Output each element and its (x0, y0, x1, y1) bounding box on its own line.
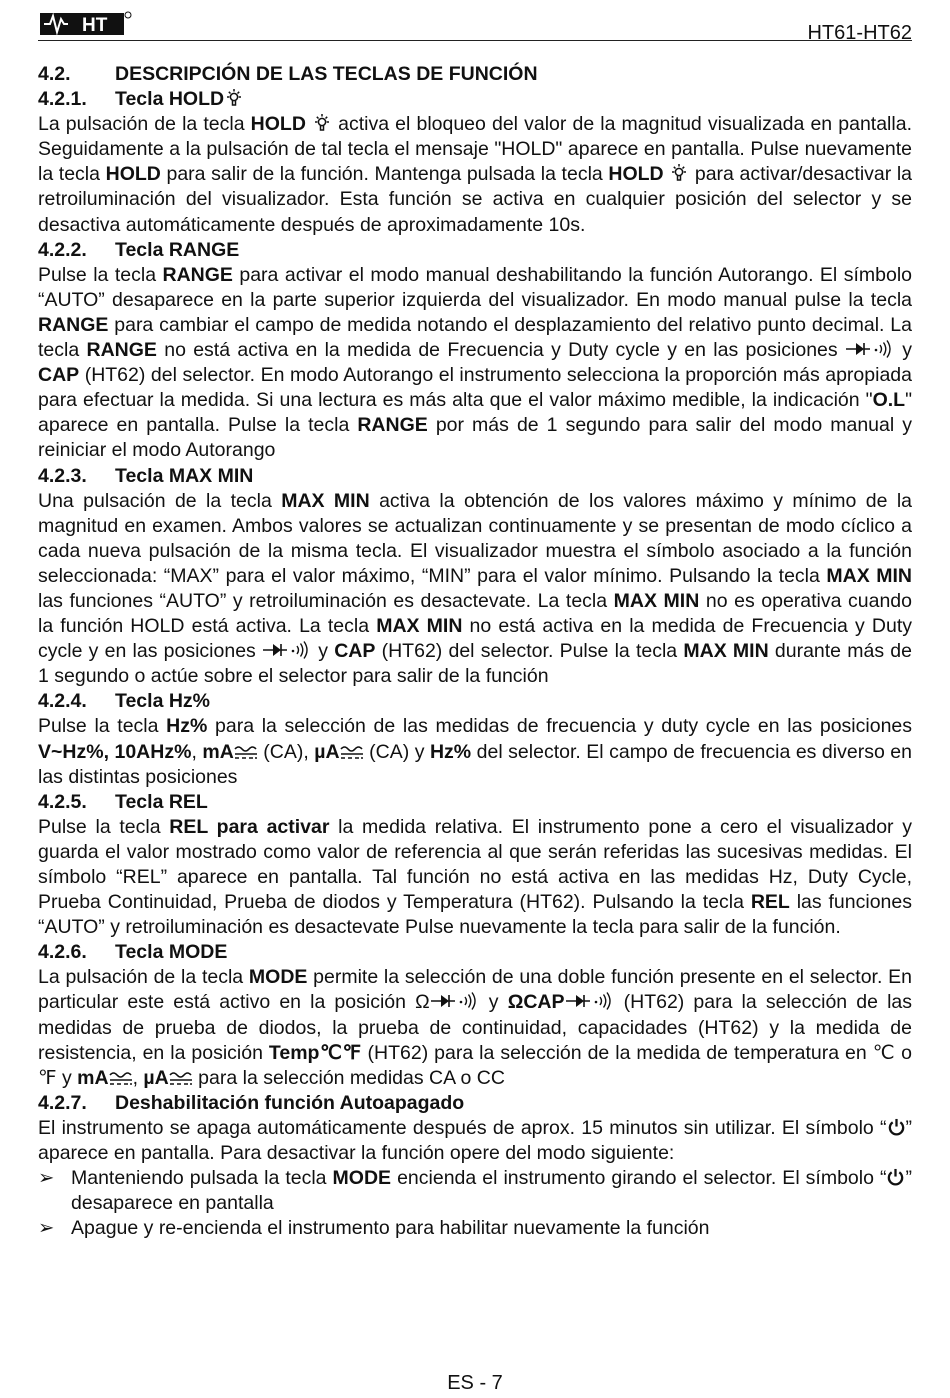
ac-dc-icon (234, 745, 258, 761)
backlight-bulb-icon (312, 113, 332, 133)
subsection-heading-rel: 4.2.5. Tecla REL (38, 790, 208, 813)
ht-logo (38, 10, 134, 38)
svg-text:HT: HT (82, 15, 108, 36)
backlight-bulb-icon (669, 163, 689, 183)
subsection-heading-mode: 4.2.6. Tecla MODE (38, 941, 228, 964)
subsection-heading-maxmin: 4.2.3. Tecla MAX MIN (38, 464, 254, 487)
subsection-heading-autooff: 4.2.7. Deshabilitación función Autoapagado (38, 1091, 465, 1114)
document-id: HT61-HT62 (807, 22, 912, 44)
paragraph-rel: Pulse la tecla REL para activar la medida relativa. El instrumento pone a cero el visualizador y guarda el valor mostrado como valor de referencia al que serán referidas las sucesivas medidas. El símbolo “REL” aparece en pantalla. Tal función no está activa en las medidas Hz, Duty Cycle, Prueba Continuidad, Prueba de diodos y Temperatura (HT62). Pulsando la tecla REL las funciones “AUTO” y retroiluminación es desactevate Pulse nuevamente la tecla para salir de la función. (38, 815, 912, 939)
diode-continuity-icon (565, 991, 615, 1011)
ac-dc-icon (340, 745, 364, 761)
diode-continuity-icon (262, 640, 312, 660)
paragraph-mode: La pulsación de la tecla MODE permite la selección de una doble función presente en el selector. En particular este está activo en la posición Ω y ΩCAP (HT62) para la selección de las medidas de prueba de diodos, la prueba de continuidad, capacidades (HT62) y la medida de resistencia, en la posición Temp℃℉ (HT62) para la selección de la medida de temperatura en ℃ o ℉ y mA , µA para la selección medidas CA o CC (38, 966, 913, 1089)
bullet-arrow-icon: ➢ (38, 1167, 55, 1190)
diode-continuity-icon (845, 339, 895, 359)
paragraph-maxmin: Una pulsación de la tecla MAX MIN activa la obtención de los valores máximo y mínimo de la magnitud en examen. Ambos valores se actualizan continuamente y se presentan de modo cíclico a cada nueva pulsación de la misma tecla. El visualizador muestra el símbolo asociado a la función seleccionada: “MAX” para el valor máximo, “MIN” para el valor mínimo. Pulsando la tecla MAX MIN las funciones “AUTO” y retroiluminación es desactevate. La tecla MAX MIN no es operativa cuando la función HOLD está activa. La tecla MAX MIN no está activa en la medida de Frecuencia y Duty cycle y en las posiciones y CAP (HT62) del selector. Pulse la tecla MAX MIN durante más de 1 segundo o actúe sobre el selector para salir de la función (38, 489, 913, 688)
paragraph-hold: La pulsación de la tecla HOLD activa el bloqueo del valor de la magnitud visualizada en pantalla. Seguidamente a la pulsación de tal tecla el mensaje "HOLD" aparece en pantalla. Pulse nuevamente la tecla HOLD para salir de la función. Mantenga pulsada la tecla HOLD para activar/desactivar la retroiluminación del visualizador. Esta función se activa en cualquier posición del selector y se desactiva automáticamente después de aproximadamente 10s. (38, 113, 913, 236)
paragraph-autooff: El instrumento se apaga automáticamente después de aprox. 15 minutos sin utilizar. El símbolo “ ” aparece en pantalla. Para desactivar la función opere del modo siguiente: (38, 1116, 912, 1165)
section-heading: 4.2. DESCRIPCIÓN DE LAS TECLAS DE FUNCIÓN (38, 63, 538, 85)
page-header (38, 8, 912, 44)
auto-power-off-icon (886, 1168, 905, 1187)
paragraph-range: Pulse la tecla RANGE para activar el modo manual deshabilitando la función Autorango. El símbolo “AUTO” desaparece en la parte superior izquierda del visualizador. En modo manual pulse la tecla RANGE para cambiar el campo de medida notando el desplazamiento del relativo punto decimal. La tecla RANGE no está activa en la medida de Frecuencia y Duty cycle y en las posiciones y CAP (HT62) del selector. En modo Autorango el instrumento selecciona la proporción más apropiada para efectuar la medida. Si una lectura es más alta que el valor máximo medible, la indicación "O.L" aparece en pantalla. Pulse la tecla RANGE por más de 1 segundo para salir del modo manual y reiniciar el modo Autorango (38, 263, 913, 462)
document-body (38, 62, 912, 1241)
list-item: ➢ Apague y re-encienda el instrumento para habilitar nuevamente la función (38, 1216, 912, 1241)
subsection-heading-hz: 4.2.4. Tecla Hz% (38, 690, 211, 713)
page-number: ES - 7 (447, 1372, 503, 1394)
diode-continuity-icon (430, 991, 480, 1011)
bullet-arrow-icon: ➢ (38, 1217, 55, 1240)
list-item: ➢ Manteniendo pulsada la tecla MODE encienda el instrumento girando el selector. El símbolo “ ” desaparece en pantalla (38, 1167, 912, 1215)
paragraph-hz: Pulse la tecla Hz% para la selección de las medidas de frecuencia y duty cycle en las posiciones V~Hz%, 10AHz%, mA (CA), µA (CA) y Hz% del selector. El campo de frecuencia es diverso en las distintas posiciones (38, 715, 913, 788)
subsection-heading-hold: 4.2.1. Tecla HOLD (38, 87, 912, 112)
ac-dc-icon (169, 1071, 193, 1087)
ac-dc-icon (109, 1071, 133, 1087)
auto-power-off-icon (887, 1118, 906, 1137)
subsection-heading-range: 4.2.2. Tecla RANGE (38, 238, 240, 261)
backlight-bulb-icon (224, 88, 244, 108)
